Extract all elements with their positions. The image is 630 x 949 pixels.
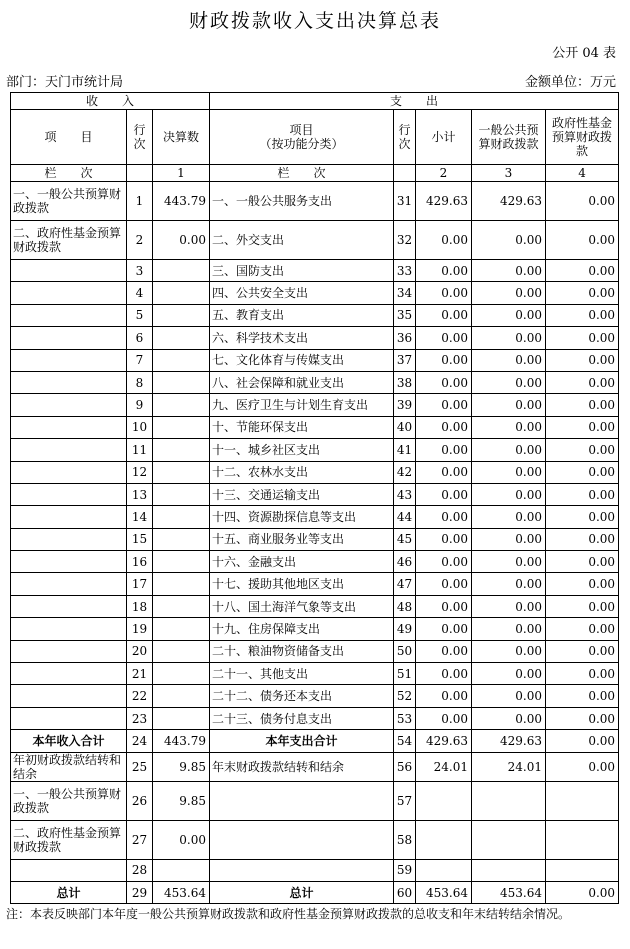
income-item-cell: 二、政府性基金预算财政拨款 [11, 221, 127, 260]
table-row [11, 304, 619, 326]
income-item-cell: 总计 [11, 881, 127, 903]
income-item-cell [11, 327, 127, 349]
table-row [11, 506, 619, 528]
income-amount-cell [153, 483, 210, 505]
blank-cell [127, 165, 153, 182]
expense-item-cell: 十二、农林水支出 [210, 461, 394, 483]
subtotal-cell: 0.00 [416, 416, 472, 438]
expense-row-number-cell: 49 [394, 618, 416, 640]
subtotal-cell: 0.00 [416, 618, 472, 640]
income-amount-cell [153, 394, 210, 416]
income-row-number-cell: 18 [127, 595, 153, 617]
income-item-cell [11, 528, 127, 550]
income-row-number-cell: 8 [127, 371, 153, 393]
table-row [11, 859, 619, 881]
general-budget-cell: 0.00 [472, 327, 546, 349]
general-budget-cell: 0.00 [472, 663, 546, 685]
income-row-number-cell: 25 [127, 752, 153, 781]
subtotal-cell: 0.00 [416, 595, 472, 617]
income-rowno-header: 行次 [127, 110, 153, 165]
subtotal-cell: 0.00 [416, 685, 472, 707]
expense-row-number-cell: 60 [394, 881, 416, 903]
table-row [11, 394, 619, 416]
subtotal-cell: 0.00 [416, 260, 472, 282]
expense-row-number-cell: 38 [394, 371, 416, 393]
subtotal-cell: 0.00 [416, 506, 472, 528]
income-row-number-cell: 21 [127, 663, 153, 685]
table-row [11, 221, 619, 260]
income-amount-cell [153, 327, 210, 349]
expense-row-number-cell: 45 [394, 528, 416, 550]
gov-fund-cell: 0.00 [546, 685, 619, 707]
income-item-cell [11, 304, 127, 326]
expense-row-number-cell: 54 [394, 730, 416, 752]
expense-item-cell [210, 820, 394, 859]
income-amount-cell [153, 260, 210, 282]
general-budget-cell: 0.00 [472, 304, 546, 326]
income-row-number-cell: 22 [127, 685, 153, 707]
income-item-cell: 二、政府性基金预算财政拨款 [11, 820, 127, 859]
expense-row-number-cell: 58 [394, 820, 416, 859]
expense-row-number-cell: 32 [394, 221, 416, 260]
subtotal-cell: 0.00 [416, 439, 472, 461]
income-header: 收 入 [11, 93, 210, 110]
income-row-number-cell: 7 [127, 349, 153, 371]
general-budget-cell: 0.00 [472, 349, 546, 371]
general-budget-cell: 0.00 [472, 528, 546, 550]
income-item-cell [11, 506, 127, 528]
expense-item-cell: 年末财政拨款结转和结余 [210, 752, 394, 781]
expense-row-number-cell: 48 [394, 595, 416, 617]
expense-item-header: 项目 （按功能分类） [210, 110, 394, 165]
income-item-cell [11, 551, 127, 573]
income-item-cell [11, 859, 127, 881]
income-item-cell [11, 394, 127, 416]
general-budget-cell: 0.00 [472, 506, 546, 528]
expense-row-number-cell: 41 [394, 439, 416, 461]
subtotal-cell: 0.00 [416, 394, 472, 416]
income-row-number-cell: 16 [127, 551, 153, 573]
income-row-number-cell: 5 [127, 304, 153, 326]
income-column-label: 栏 次 [11, 165, 127, 182]
expense-header: 支 出 [210, 93, 619, 110]
expense-item-cell: 五、教育支出 [210, 304, 394, 326]
subtotal-cell: 0.00 [416, 707, 472, 729]
subtotal-cell: 429.63 [416, 182, 472, 221]
expense-row-number-cell: 51 [394, 663, 416, 685]
income-row-number-cell: 19 [127, 618, 153, 640]
general-budget-cell: 0.00 [472, 282, 546, 304]
income-amount-cell [153, 573, 210, 595]
general-budget-cell: 0.00 [472, 221, 546, 260]
gov-fund-cell: 0.00 [546, 483, 619, 505]
table-row [11, 618, 619, 640]
gov-fund-cell: 0.00 [546, 573, 619, 595]
general-budget-header: 一般公共预算财政拨款 [472, 110, 546, 165]
subtotal-cell: 24.01 [416, 752, 472, 781]
income-row-number-cell: 11 [127, 439, 153, 461]
income-amount-cell [153, 439, 210, 461]
table-row [11, 528, 619, 550]
income-item-cell [11, 439, 127, 461]
income-item-cell [11, 618, 127, 640]
subtotal-header: 小计 [416, 110, 472, 165]
gov-fund-cell: 0.00 [546, 707, 619, 729]
income-item-cell [11, 595, 127, 617]
gov-fund-cell: 0.00 [546, 551, 619, 573]
final-amount-header: 决算数 [153, 110, 210, 165]
income-amount-cell [153, 506, 210, 528]
expense-row-number-cell: 36 [394, 327, 416, 349]
expense-item-cell: 十四、资源勘探信息等支出 [210, 506, 394, 528]
header-row-column-numbers [11, 165, 619, 182]
expense-item-cell: 十三、交通运输支出 [210, 483, 394, 505]
expense-item-cell: 二十一、其他支出 [210, 663, 394, 685]
expense-row-number-cell: 59 [394, 859, 416, 881]
income-item-cell [11, 260, 127, 282]
income-item-cell [11, 483, 127, 505]
expense-row-number-cell: 56 [394, 752, 416, 781]
subtotal-cell [416, 859, 472, 881]
general-budget-cell [472, 820, 546, 859]
expense-row-number-cell: 52 [394, 685, 416, 707]
general-budget-cell: 0.00 [472, 461, 546, 483]
general-budget-cell: 0.00 [472, 707, 546, 729]
expense-item-cell: 九、医疗卫生与计划生育支出 [210, 394, 394, 416]
income-row-number-cell: 27 [127, 820, 153, 859]
expense-column-label: 栏 次 [210, 165, 394, 182]
report-title: 财政拨款收入支出决算总表 [188, 10, 441, 32]
income-item-cell [11, 685, 127, 707]
subtotal-cell: 0.00 [416, 221, 472, 260]
expense-item-cell: 十七、援助其他地区支出 [210, 573, 394, 595]
income-item-cell [11, 707, 127, 729]
income-row-number-cell: 9 [127, 394, 153, 416]
subtotal-cell: 0.00 [416, 282, 472, 304]
income-row-number-cell: 3 [127, 260, 153, 282]
general-budget-cell: 0.00 [472, 618, 546, 640]
general-budget-cell: 429.63 [472, 182, 546, 221]
general-budget-cell: 0.00 [472, 260, 546, 282]
gov-fund-cell: 0.00 [546, 349, 619, 371]
income-item-cell [11, 461, 127, 483]
expense-row-number-cell: 43 [394, 483, 416, 505]
general-budget-cell: 0.00 [472, 551, 546, 573]
table-row [11, 881, 619, 903]
expense-row-number-cell: 37 [394, 349, 416, 371]
income-amount-cell: 0.00 [153, 221, 210, 260]
income-item-cell [11, 573, 127, 595]
department-label: 部门：天门市统计局 [6, 75, 124, 90]
column-number-1: 1 [153, 165, 210, 182]
expense-item-cell: 七、文化体育与传媒支出 [210, 349, 394, 371]
table-row [11, 595, 619, 617]
subtotal-cell: 0.00 [416, 304, 472, 326]
expense-row-number-cell: 57 [394, 781, 416, 820]
income-amount-cell [153, 618, 210, 640]
subtotal-cell: 0.00 [416, 551, 472, 573]
income-amount-cell [153, 282, 210, 304]
table-row [11, 461, 619, 483]
income-item-cell [11, 640, 127, 662]
gov-fund-cell: 0.00 [546, 182, 619, 221]
general-budget-cell [472, 859, 546, 881]
unit-label: 金额单位：万元 [524, 75, 616, 90]
income-amount-cell [153, 371, 210, 393]
gov-fund-cell: 0.00 [546, 640, 619, 662]
income-row-number-cell: 24 [127, 730, 153, 752]
header-row-section [11, 93, 619, 110]
subtotal-cell: 0.00 [416, 640, 472, 662]
gov-fund-cell: 0.00 [546, 439, 619, 461]
income-amount-cell: 9.85 [153, 781, 210, 820]
general-budget-cell: 0.00 [472, 640, 546, 662]
gov-fund-cell: 0.00 [546, 416, 619, 438]
gov-fund-cell: 0.00 [546, 221, 619, 260]
column-number-4: 4 [546, 165, 619, 182]
general-budget-cell: 0.00 [472, 439, 546, 461]
table-row [11, 707, 619, 729]
income-row-number-cell: 29 [127, 881, 153, 903]
income-item-cell: 一、一般公共预算财政拨款 [11, 182, 127, 221]
gov-fund-cell: 0.00 [546, 752, 619, 781]
gov-fund-cell: 0.00 [546, 327, 619, 349]
income-amount-cell [153, 663, 210, 685]
income-amount-cell [153, 685, 210, 707]
table-code: 公开 04 表 [552, 46, 616, 61]
expense-item-cell: 六、科学技术支出 [210, 327, 394, 349]
general-budget-cell: 0.00 [472, 394, 546, 416]
gov-fund-cell: 0.00 [546, 595, 619, 617]
income-item-cell: 年初财政拨款结转和结余 [11, 752, 127, 781]
subtotal-cell: 0.00 [416, 528, 472, 550]
subtotal-cell: 453.64 [416, 881, 472, 903]
income-amount-cell [153, 640, 210, 662]
table-row [11, 439, 619, 461]
subtotal-cell: 0.00 [416, 573, 472, 595]
gov-fund-cell: 0.00 [546, 260, 619, 282]
column-number-2: 2 [416, 165, 472, 182]
expense-row-number-cell: 39 [394, 394, 416, 416]
income-amount-cell: 453.64 [153, 881, 210, 903]
income-amount-cell [153, 707, 210, 729]
table-row [11, 282, 619, 304]
table-row [11, 663, 619, 685]
income-item-cell [11, 371, 127, 393]
gov-fund-cell [546, 820, 619, 859]
column-number-3: 3 [472, 165, 546, 182]
expense-row-number-cell: 31 [394, 182, 416, 221]
income-row-number-cell: 20 [127, 640, 153, 662]
expense-row-number-cell: 50 [394, 640, 416, 662]
income-amount-cell: 443.79 [153, 182, 210, 221]
subtotal-cell [416, 820, 472, 859]
gov-fund-cell: 0.00 [546, 304, 619, 326]
expense-item-cell: 八、社会保障和就业支出 [210, 371, 394, 393]
expense-row-number-cell: 34 [394, 282, 416, 304]
general-budget-cell: 0.00 [472, 573, 546, 595]
income-item-cell: 本年收入合计 [11, 730, 127, 752]
table-body [11, 93, 619, 904]
expense-row-number-cell: 47 [394, 573, 416, 595]
gov-fund-cell: 0.00 [546, 618, 619, 640]
subtotal-cell: 429.63 [416, 730, 472, 752]
subtotal-cell: 0.00 [416, 663, 472, 685]
table-row [11, 685, 619, 707]
gov-fund-header: 政府性基金预算财政拨款 [546, 110, 619, 165]
expense-item-cell [210, 781, 394, 820]
general-budget-cell: 24.01 [472, 752, 546, 781]
income-item-cell [11, 282, 127, 304]
expense-row-number-cell: 40 [394, 416, 416, 438]
expense-row-number-cell: 44 [394, 506, 416, 528]
subtotal-cell: 0.00 [416, 483, 472, 505]
income-item-cell [11, 349, 127, 371]
income-amount-cell: 443.79 [153, 730, 210, 752]
gov-fund-cell [546, 859, 619, 881]
gov-fund-cell: 0.00 [546, 282, 619, 304]
income-amount-cell [153, 304, 210, 326]
fiscal-summary-table [10, 92, 619, 904]
general-budget-cell [472, 781, 546, 820]
table-row [11, 551, 619, 573]
table-row [11, 327, 619, 349]
general-budget-cell: 453.64 [472, 881, 546, 903]
table-row [11, 573, 619, 595]
expense-row-number-cell: 35 [394, 304, 416, 326]
header-row-columns [11, 110, 619, 165]
table-row [11, 182, 619, 221]
expense-row-number-cell: 53 [394, 707, 416, 729]
income-row-number-cell: 12 [127, 461, 153, 483]
income-amount-cell [153, 349, 210, 371]
expense-row-number-cell: 42 [394, 461, 416, 483]
expense-item-cell: 十六、金融支出 [210, 551, 394, 573]
table-row [11, 371, 619, 393]
expense-item-cell: 本年支出合计 [210, 730, 394, 752]
income-amount-cell [153, 859, 210, 881]
table-row [11, 781, 619, 820]
gov-fund-cell: 0.00 [546, 528, 619, 550]
income-row-number-cell: 28 [127, 859, 153, 881]
income-row-number-cell: 4 [127, 282, 153, 304]
subtotal-cell: 0.00 [416, 461, 472, 483]
general-budget-cell: 429.63 [472, 730, 546, 752]
gov-fund-cell: 0.00 [546, 394, 619, 416]
gov-fund-cell [546, 781, 619, 820]
table-row [11, 416, 619, 438]
expense-row-number-cell: 46 [394, 551, 416, 573]
footnote: 注：本表反映部门本年度一般公共预算财政拨款和政府性基金预算财政拨款的总收支和年末结转结余情况。 [6, 907, 571, 921]
subtotal-cell: 0.00 [416, 371, 472, 393]
gov-fund-cell: 0.00 [546, 506, 619, 528]
income-amount-cell [153, 528, 210, 550]
income-row-number-cell: 2 [127, 221, 153, 260]
income-row-number-cell: 26 [127, 781, 153, 820]
expense-item-cell: 二十二、债务还本支出 [210, 685, 394, 707]
table-row [11, 730, 619, 752]
table-row [11, 483, 619, 505]
income-row-number-cell: 10 [127, 416, 153, 438]
table-row [11, 349, 619, 371]
income-row-number-cell: 15 [127, 528, 153, 550]
gov-fund-cell: 0.00 [546, 371, 619, 393]
income-row-number-cell: 14 [127, 506, 153, 528]
table-row [11, 640, 619, 662]
expense-row-number-cell: 33 [394, 260, 416, 282]
expense-item-cell: 二十三、债务付息支出 [210, 707, 394, 729]
subtotal-cell: 0.00 [416, 327, 472, 349]
income-amount-cell [153, 595, 210, 617]
expense-item-cell: 十、节能环保支出 [210, 416, 394, 438]
income-item-cell [11, 416, 127, 438]
gov-fund-cell: 0.00 [546, 461, 619, 483]
income-amount-cell: 0.00 [153, 820, 210, 859]
income-amount-cell [153, 416, 210, 438]
expense-item-cell: 四、公共安全支出 [210, 282, 394, 304]
table-row [11, 752, 619, 781]
income-row-number-cell: 13 [127, 483, 153, 505]
expense-item-cell: 十五、商业服务业等支出 [210, 528, 394, 550]
expense-item-cell: 十一、城乡社区支出 [210, 439, 394, 461]
income-row-number-cell: 23 [127, 707, 153, 729]
general-budget-cell: 0.00 [472, 685, 546, 707]
expense-item-cell: 一、一般公共服务支出 [210, 182, 394, 221]
income-amount-cell [153, 461, 210, 483]
income-amount-cell: 9.85 [153, 752, 210, 781]
income-item-cell: 一、一般公共预算财政拨款 [11, 781, 127, 820]
general-budget-cell: 0.00 [472, 416, 546, 438]
expense-rowno-header: 行次 [394, 110, 416, 165]
gov-fund-cell: 0.00 [546, 881, 619, 903]
income-item-header: 项 目 [11, 110, 127, 165]
gov-fund-cell: 0.00 [546, 730, 619, 752]
income-amount-cell [153, 551, 210, 573]
expense-item-cell [210, 859, 394, 881]
expense-item-cell: 十八、国土海洋气象等支出 [210, 595, 394, 617]
general-budget-cell: 0.00 [472, 595, 546, 617]
expense-item-cell: 二、外交支出 [210, 221, 394, 260]
subtotal-cell: 0.00 [416, 349, 472, 371]
income-row-number-cell: 1 [127, 182, 153, 221]
subtotal-cell [416, 781, 472, 820]
expense-item-cell: 十九、住房保障支出 [210, 618, 394, 640]
blank-cell [394, 165, 416, 182]
income-row-number-cell: 6 [127, 327, 153, 349]
table-row [11, 820, 619, 859]
expense-item-cell: 总计 [210, 881, 394, 903]
table-row [11, 260, 619, 282]
general-budget-cell: 0.00 [472, 371, 546, 393]
expense-item-cell: 三、国防支出 [210, 260, 394, 282]
expense-item-cell: 二十、粮油物资储备支出 [210, 640, 394, 662]
income-item-cell [11, 663, 127, 685]
income-row-number-cell: 17 [127, 573, 153, 595]
gov-fund-cell: 0.00 [546, 663, 619, 685]
general-budget-cell: 0.00 [472, 483, 546, 505]
